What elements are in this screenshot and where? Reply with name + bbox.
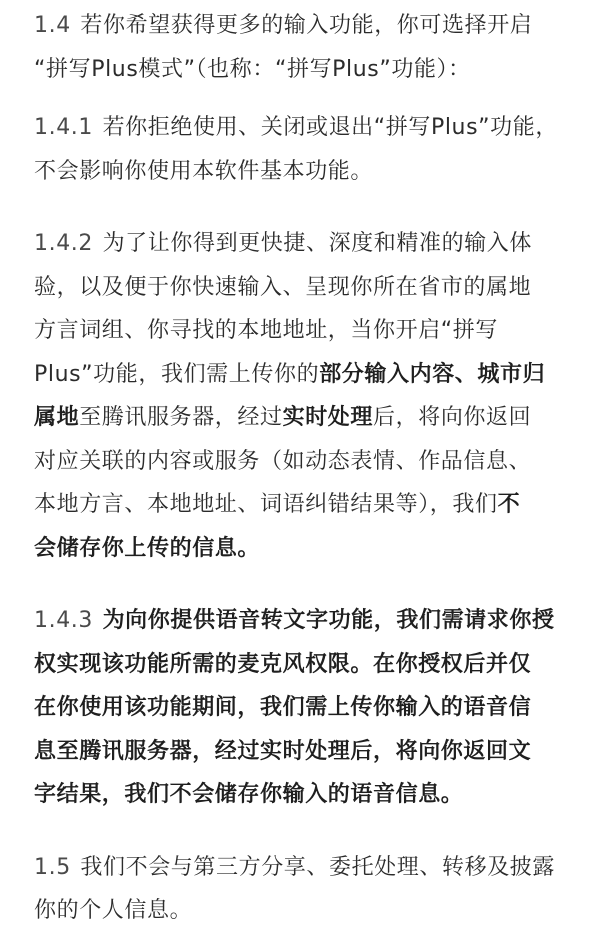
section-1-4 bbox=[34, 4, 568, 91]
section-1-4-3-line-5: 字结果，我们不会储存你输入的语音信息。 bbox=[34, 782, 464, 807]
section-1-4-2-line-2: 验，以及便于你快速输入、呈现你所在省市的属地 bbox=[34, 274, 532, 300]
section-1-4-2-line-3: 方言词组、你寻找的本地地址，当你开启“拼写 bbox=[34, 318, 498, 343]
section-1-4-2-line-7 bbox=[34, 483, 568, 527]
section-number: 1.4 bbox=[34, 13, 71, 38]
section-1-4-1-line-2: 不会影响你使用本软件基本功能。 bbox=[34, 158, 374, 184]
section-1-4-3-line-4: 息至腾讯服务器，经过实时处理后，将向你返回文 bbox=[34, 738, 532, 764]
bold-text: 部分输入内容、城市归 bbox=[319, 361, 546, 387]
section-1-4-2-line-1 bbox=[34, 222, 568, 266]
section-number: 1.4.1 bbox=[34, 115, 93, 140]
section-1-4-1-line-1 bbox=[34, 106, 568, 150]
section-text: 若你拒绝使用、关闭或退出“拼写Plus”功能， bbox=[102, 115, 558, 140]
section-1-4-2-line-4 bbox=[34, 353, 568, 397]
plain-text: 后，将向你返回 bbox=[373, 405, 532, 430]
section-1-4-2-line-6: 对应关联的内容或服务（如动态表情、作品信息、 bbox=[34, 448, 532, 474]
section-1-5-line-1 bbox=[34, 846, 568, 890]
bold-text: 属地 bbox=[34, 405, 80, 430]
section-1-4-3-line-3: 在你使用该功能期间，我们需上传你输入的语音信 bbox=[34, 695, 532, 720]
section-1-4-line-1 bbox=[34, 4, 568, 48]
section-1-4-3 bbox=[34, 599, 568, 817]
section-1-4-3-line-2: 权实现该功能所需的麦克风权限。在你授权后并仅 bbox=[34, 651, 532, 677]
section-1-4-2 bbox=[34, 222, 568, 570]
section-1-4-1 bbox=[34, 106, 568, 193]
section-1-4-2-line-5 bbox=[34, 396, 568, 440]
section-text: 为了让你得到更快捷、深度和精准的输入体 bbox=[102, 231, 532, 256]
section-number: 1.4.2 bbox=[34, 231, 93, 256]
section-number: 1.4.3 bbox=[34, 608, 93, 633]
section-number: 1.5 bbox=[34, 854, 71, 880]
section-1-5-line-2: 你的个人信息。 bbox=[34, 898, 193, 923]
section-1-4-3-line-1 bbox=[34, 599, 568, 643]
section-text: 若你希望获得更多的输入功能，你可选择开启 bbox=[80, 13, 533, 38]
bold-text: 实时处理 bbox=[282, 405, 374, 430]
plain-text: 至腾讯服务器，经过 bbox=[79, 405, 283, 430]
bold-text: 为向你提供语音转文字功能，我们需请求你授 bbox=[102, 608, 555, 633]
bold-text: 不 bbox=[497, 492, 521, 517]
section-1-4-line-2: “拼写Plus模式”（也称：“拼写Plus”功能）： bbox=[34, 56, 471, 82]
plain-text: Plus”功能，我们需上传你的 bbox=[34, 361, 320, 387]
plain-text: 本地方言、本地地址、词语纠错结果等），我们 bbox=[34, 492, 498, 517]
section-1-5 bbox=[34, 846, 568, 928]
section-text: 我们不会与第三方分享、委托处理、转移及披露 bbox=[80, 854, 555, 880]
section-1-4-2-line-8: 会储存你上传的信息。 bbox=[34, 535, 261, 561]
